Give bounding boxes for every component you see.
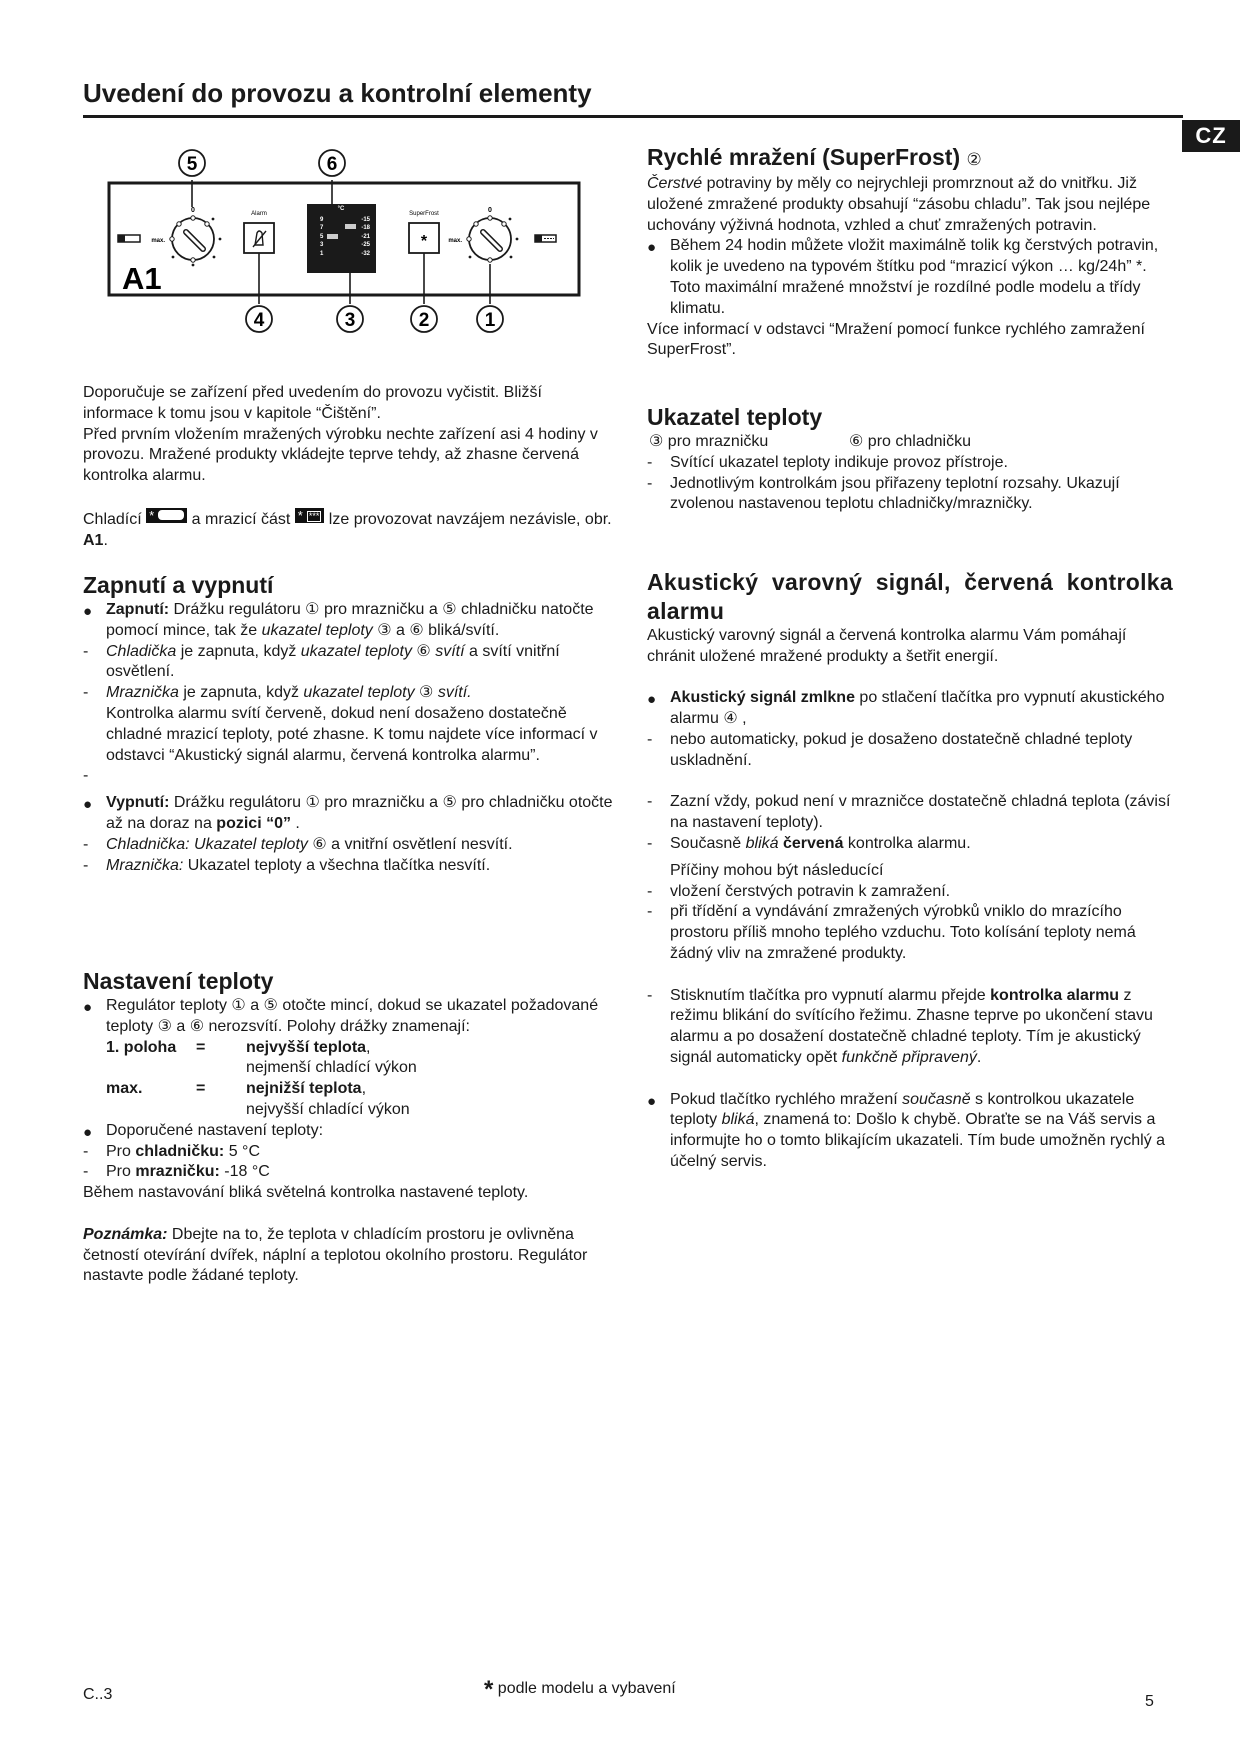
callout-1 [477, 306, 503, 332]
spacer [647, 965, 1173, 986]
equals [196, 1058, 246, 1079]
superfrost-section [647, 143, 1173, 361]
control-panel-diagram [0, 0, 640, 345]
freezer-temp-25: -25 [361, 242, 370, 248]
dash-marker: - [83, 856, 89, 874]
dash-marker: - [83, 1142, 89, 1160]
text-run: pozici “0” [216, 814, 291, 832]
setting-position: 1. poloha [106, 1038, 177, 1056]
svg-text:6: 6 [326, 154, 338, 175]
paragraph: Během nastavování bliká světelná kontrolka nastavené teploty. [83, 1184, 529, 1202]
dash-marker: - [647, 834, 653, 852]
paragraph: Více informací v odstavci “Mražení pomocí funkce rychlého zamražení SuperFrost”. [647, 320, 1145, 359]
legend-fridge: ⑥ pro chladničku [849, 433, 971, 450]
bullet-item: ● Během 24 hodin můžete vložit maximálně tolik kg čerstvých potravin, kolik je uvedeno na typovém štítku pod “mrazicí výkon … kg/24h” *. Toto maximální mražené množství je rozdílné podle modelu a třídy klimatu. [647, 237, 1159, 317]
text-run: červená [782, 834, 844, 852]
svg-text:max.: max. [151, 238, 165, 244]
spacer [83, 487, 613, 508]
setting-position [106, 1100, 196, 1121]
callout-3 [337, 306, 363, 332]
bullet-item: ● Zapnutí: Drážku regulátoru ① pro mrazničku a ⑤ chladničku natočte pomocí mince, tak že ukazatel teploty ③ a ⑥ bliká/svítí. [83, 601, 594, 639]
callout-4 [246, 306, 272, 332]
legend-freezer: ③ pro mrazničku [649, 433, 769, 450]
stars: *** [308, 510, 320, 521]
dash-marker: - [83, 1163, 89, 1181]
section-heading: Zapnutí a vypnutí [83, 572, 274, 598]
fridge-indicator-lit [327, 234, 338, 239]
text-run: Mraznička: [106, 856, 184, 874]
temperature-setting-section [83, 967, 613, 1287]
text-run: Čerstvé [647, 175, 703, 192]
fridge-temp-3: 3 [320, 242, 324, 248]
section-heading: Rychlé mražení (SuperFrost) ② [647, 144, 982, 170]
paragraph: Příčiny mohou být následucící [670, 861, 884, 879]
dash-item [83, 766, 613, 787]
text-run: Mraznička [106, 684, 179, 702]
footer-code: C..3 [83, 1686, 113, 1703]
snowflake-icon: * [420, 233, 428, 250]
dash-marker: - [83, 684, 89, 702]
setting-meaning: nejnižší teplota, [246, 1080, 367, 1098]
dash-item: - nebo automaticky, pokud je dosaženo dostatečně chladné teploty uskladnění. [647, 730, 1133, 769]
dash-marker: - [83, 642, 89, 660]
text-run: ukazatel teploty [303, 684, 415, 702]
fridge-temp-7: 7 [320, 225, 324, 231]
dash-marker: - [647, 453, 653, 471]
dash-marker: - [647, 986, 653, 1004]
section-heading: Ukazatel teploty [647, 404, 823, 430]
dash-item: - Jednotlivým kontrolkám jsou přiřazeny teplotní rozsahy. Ukazují zvolenou nastavenou teplotu chladničky/mrazničky. [647, 474, 1120, 513]
dash-item: - Chladička je zapnuta, když ukazatel teploty ⑥ svítí a svítí vnitřní osvětlení. [83, 642, 560, 681]
alarm-off-button[interactable] [244, 223, 274, 253]
freezer-temp-15: -15 [361, 217, 370, 223]
text-run: kontrolka alarmu [990, 986, 1120, 1004]
freezer-temp-18: -18 [361, 225, 370, 231]
bullet-icon: ● [83, 603, 93, 620]
spacer [647, 668, 1173, 689]
alarm-label: Alarm [251, 211, 267, 217]
callout-5 [179, 150, 205, 176]
text-run: Chladička [106, 642, 177, 660]
text-run: ukazatel teploty [300, 642, 412, 660]
paragraph: Čerstvé potraviny by měly co nejrychleji promrznout až do vnitřku. Již uložené zmražené produkty obsahují “zásobu chladu”. Tak jsou nejlépe uchovány výživná hodnota, vzhled a chuť zmražených potravin. [647, 175, 1151, 234]
text-run: A1 [83, 531, 104, 549]
callout-2 [411, 306, 437, 332]
on-off-section [83, 571, 613, 876]
bullet-icon: ● [83, 1123, 93, 1141]
svg-text:max.: max. [448, 238, 462, 244]
bullet-icon: ● [647, 1092, 657, 1110]
bullet-icon: ● [83, 999, 93, 1016]
text-run: ukazatel teploty [261, 621, 373, 639]
bullet-item: ● Regulátor teploty ① a ⑤ otočte mincí, dokud se ukazatel požadované teploty ③ a ⑥ nerozsvítí. Polohy drážky znamenají: [83, 997, 599, 1035]
fridge-temp-9: 9 [320, 217, 324, 223]
setting-row [83, 1058, 613, 1079]
page-number: 5 [1145, 1693, 1154, 1710]
fridge-compartment-icon: * [146, 508, 187, 523]
language-tab: CZ [1182, 120, 1240, 152]
paragraph: Kontrolka alarmu svítí červeně, dokud není dosaženo dostatečně chladné mrazicí teploty, poté zhasne. K tomu najdete více informací v odstavci “Akustický signál alarmu, červená kontrolka alarmu”. [106, 704, 598, 764]
bullet-item: ● Pokud tlačítko rychlého mražení současně s kontrolkou ukazatele teploty bliká, znamená to: Došlo k chybě. Obraťte se na Váš servis a informujte ho o tomto blikajícím ukazateli. Tím bude umožněn rychlý a účelný servis. [647, 1090, 1166, 1170]
freezer-temp-21: -21 [361, 234, 370, 240]
alarm-section [647, 568, 1173, 1173]
temperature-indicator-section [647, 403, 1173, 515]
bullet-icon: ● [647, 239, 657, 257]
dash-item: - Zazní vždy, pokud není v mrazničce dostatečně chladná teplota (závisí na nastavení teploty). [647, 793, 1171, 832]
dash-marker: - [647, 793, 653, 811]
svg-text:3: 3 [344, 310, 356, 331]
section-heading: Akustický varovný signál, červená kontrolka alarmu [647, 569, 1173, 624]
equals [196, 1100, 246, 1121]
fridge-temp-5: 5 [320, 234, 324, 240]
text-run: Chladnička: Ukazatel teploty [106, 835, 308, 853]
spacer [83, 1204, 613, 1225]
dash-marker: - [647, 474, 653, 492]
equals: = [196, 1080, 206, 1098]
svg-text:5: 5 [186, 154, 198, 175]
bullet-item: ● Doporučené nastavení teploty: [83, 1121, 613, 1142]
intro-section [83, 383, 613, 551]
dash-item: - Mraznička: Ukazatel teploty a všechna tlačítka nesvítí. [83, 856, 613, 877]
footer-note [484, 1676, 676, 1704]
callout-6 [319, 150, 345, 176]
superfrost-label: SuperFrost [409, 211, 439, 217]
freezer-indicator-lit [345, 224, 356, 229]
page-title: Uvedení do provozu a kontrolní elementy [83, 78, 592, 108]
dash-item: - Mraznička je zapnuta, když ukazatel teploty ③ svítí. [83, 683, 613, 704]
dash-marker: - [647, 730, 653, 748]
temperature-display [307, 204, 376, 273]
fridge-temp-1: 1 [320, 251, 324, 257]
text-run: Akustický signál zmlkne [670, 689, 855, 707]
text-run: svítí [435, 642, 465, 660]
text-run: bliká [745, 834, 779, 852]
paragraph: Před prvním vložením mražených výrobku nechte zařízení asi 4 hodiny v provozu. Mražené produkty vkládejte teprve tehdy, až zhasne červená kontrolka alarmu. [83, 425, 598, 485]
figure-label: A1 [122, 261, 162, 296]
freezer-compartment-icon: * *** [295, 508, 325, 523]
text-run: mrazničku: [135, 1163, 220, 1181]
indicator-legend [647, 432, 1173, 453]
text-run: nejvyšší teplota [246, 1038, 367, 1056]
text-run: nejnižší teplota [246, 1080, 362, 1098]
bullet-item: ● Vypnutí: Drážku regulátoru ① pro mrazničku a ⑤ pro chladničku otočte až na doraz na pozici “0” . [83, 794, 613, 832]
svg-text:1: 1 [484, 310, 496, 331]
text-run: bliká [721, 1111, 755, 1129]
text-run: Zapnutí: [106, 601, 170, 618]
dash-marker: - [647, 882, 653, 900]
spacer [647, 772, 1173, 793]
setting-meaning: nejvyšší teplota, [246, 1038, 371, 1056]
freezer-temp-32: -32 [361, 251, 370, 257]
dash-marker: - [83, 767, 89, 785]
text-run: chladničku: [135, 1142, 225, 1160]
setting-row [83, 1038, 613, 1059]
text-run: ② [966, 150, 982, 169]
text-run: Poznámka: [83, 1225, 168, 1243]
superfrost-button[interactable] [409, 223, 439, 253]
text-run: Vypnutí: [106, 794, 170, 812]
dash-item: - vložení čerstvých potravin k zamražení. [647, 882, 1173, 903]
setting-meaning: nejmenší chladící výkon [246, 1059, 417, 1077]
dash-marker: - [647, 903, 653, 921]
setting-row [83, 1100, 613, 1121]
slot [158, 510, 184, 520]
svg-text:4: 4 [253, 310, 265, 331]
setting-position: max. [106, 1080, 143, 1098]
setting-meaning: nejvyšší chladící výkon [246, 1100, 410, 1118]
fridge-compartment-icon [118, 235, 140, 242]
dash-item: - Pro mrazničku: -18 °C [83, 1162, 613, 1183]
dash-item: - Pro chladničku: 5 °C [83, 1142, 613, 1163]
setting-row [83, 1079, 613, 1100]
dash-item: - Chladnička: Ukazatel teploty ⑥ a vnitřní osvětlení nesvítí. [83, 835, 613, 856]
dash-marker: - [83, 835, 89, 853]
setting-position [106, 1058, 196, 1079]
paragraph: Doporučuje se zařízení před uvedením do provozu vyčistit. Bližší informace k tomu jsou v kapitole “Čištění”. [83, 384, 542, 422]
bullet-icon: ● [83, 796, 93, 814]
paragraph: Chladící * a mrazicí část * *** lze provozovat navzájem nezávisle, obr. A1. [83, 507, 612, 549]
svg-text:0: 0 [488, 207, 492, 214]
text-run: funkčně připravený [841, 1048, 977, 1066]
bullet-item: ● Akustický signál zmlkne po stlačení tlačítka pro vypnutí akustického alarmu ④ , [647, 689, 1165, 728]
paragraph: Poznámka: Dbejte na to, že teplota v chladícím prostoru je ovlivněna četností otevírání dvířek, náplní a teplotou okolního prostoru. Regulátor nastavte podle žádané teploty. [83, 1225, 588, 1285]
svg-text:°C: °C [337, 206, 345, 212]
footnote-text: podle modelu a vybavení [497, 1680, 676, 1697]
dash-item: - Svítící ukazatel teploty indikuje provoz přístroje. [647, 453, 1173, 474]
paragraph: Akustický varovný signál a červená kontrolka alarmu Vám pomáhají chránit uložené mražené produkty a šetřit energií. [647, 627, 1127, 665]
dash-item: - při třídění a vyndávání zmražených výrobků vniklo do mrazícího prostoru příliš mnoho teplého vzduchu. Toto kolísání teploty nemá žádný vliv na zmražené produkty. [647, 903, 1136, 962]
freezer-compartment-icon [535, 235, 556, 242]
bullet-icon: ● [647, 691, 657, 709]
spacer [647, 1069, 1173, 1090]
equals: = [196, 1038, 206, 1056]
svg-text:2: 2 [418, 310, 430, 331]
section-heading: Nastavení teploty [83, 968, 274, 994]
svg-text:0: 0 [191, 207, 195, 214]
dash-item: - Současně bliká červená kontrolka alarmu. [647, 834, 1173, 855]
footnote-star: * [484, 1676, 494, 1703]
dash-item: - Stisknutím tlačítka pro vypnutí alarmu přejde kontrolka alarmu z režimu blikání do svítícího řežimu. Zhasne teprve po ukončení stavu alarmu a po dosažení dostatečně chladné teploty. Tím je akustický signál automaticky opět funkčně připravený. [647, 986, 1153, 1066]
text-run: současně [902, 1090, 971, 1108]
text-run: svítí. [437, 684, 472, 702]
